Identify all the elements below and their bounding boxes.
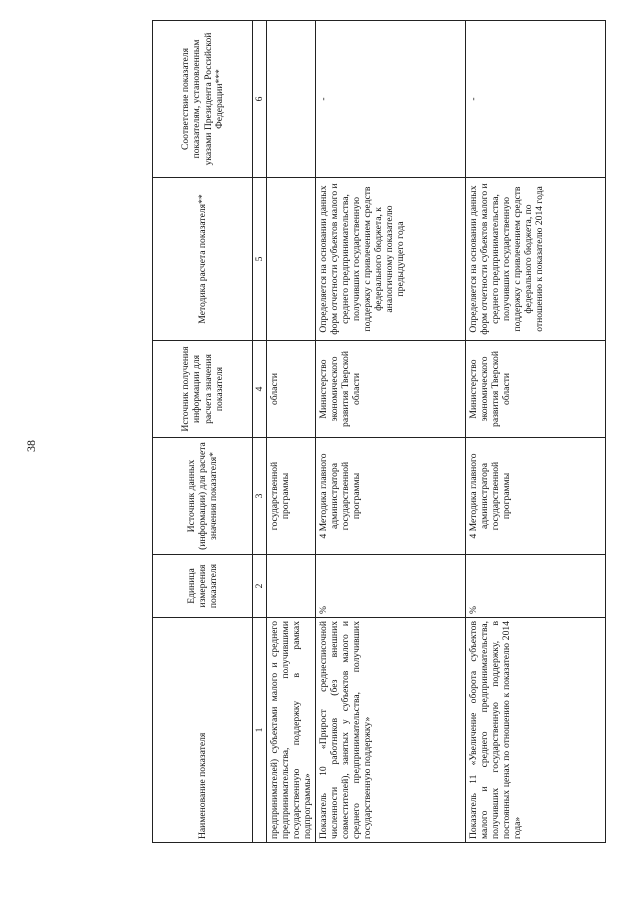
indicator-data-source: 4 Методика главного администратора государственной программы [316,438,466,555]
indicator-data-source: 4 Методика главного администратора государственной программы [466,438,606,555]
indicator-unit: % [316,555,466,618]
column-number: 4 [253,341,267,438]
page-number: 38 [24,440,38,452]
column-number-row [253,21,267,843]
header-indicator-name: Наименование показателя [153,618,253,843]
indicator-unit [267,555,316,618]
indicator-compliance: - [316,21,466,178]
indicator-method: Определяется на основании данных форм отчетности субъектов малого и среднего предпринимательства, получивших государственную поддержку с привлечением средств федерального бюджета, по отношению к показателю 2014 года [466,178,606,341]
indicator-info-source: Министерство экономического развития Тверской области [466,341,606,438]
column-number: 1 [253,618,267,843]
indicators-table [152,20,606,843]
header-data-source: Источник данных (информации) для расчета значения показателя* [153,438,253,555]
column-number: 3 [253,438,267,555]
header-unit: Единица измерения показателя [153,555,253,618]
indicator-name: Показатель 10 «Прирост среднесписочной численности работников (без внешних совместителей), занятых у субъектов малого и среднего предпринимательства, получивших государственную поддержку» [316,618,466,843]
indicator-compliance [267,21,316,178]
indicator-name: Показатель 11 «Увеличение оборота субъектов малого и среднего предпринимательства, получивших государственную поддержку, в постоянных ценах по отношению к показателю 2014 года» [466,618,606,843]
table-row [267,21,316,843]
indicator-info-source: Министерство экономического развития Тверской области [316,341,466,438]
column-number: 5 [253,178,267,341]
indicator-compliance: - [466,21,606,178]
table-row [466,21,606,843]
indicator-data-source: государственной программы [267,438,316,555]
table-row [316,21,466,843]
header-info-source: Источник получения информации для расчета значения показателя [153,341,253,438]
header-row [153,21,253,843]
indicator-method: Определяется на основании данных форм отчетности субъектов малого и среднего предпринимательства, получивших государственную поддержку с привлечением средств федерального бюджета, к аналогичному показателю предыдущего года [316,178,466,341]
header-method: Методика расчета показателя** [153,178,253,341]
indicator-unit: % [466,555,606,618]
column-number: 2 [253,555,267,618]
rotated-table-container [152,32,612,843]
indicator-name: предпринимателей) субъектами малого и среднего предпринимательства, получившими государственную поддержку в рамках подпрограммы» [267,618,316,843]
header-compliance: Соответствие показателя показателям, установленным указами Президента Российской Федерации*** [153,21,253,178]
indicator-method [267,178,316,341]
indicator-info-source: области [267,341,316,438]
column-number: 6 [253,21,267,178]
